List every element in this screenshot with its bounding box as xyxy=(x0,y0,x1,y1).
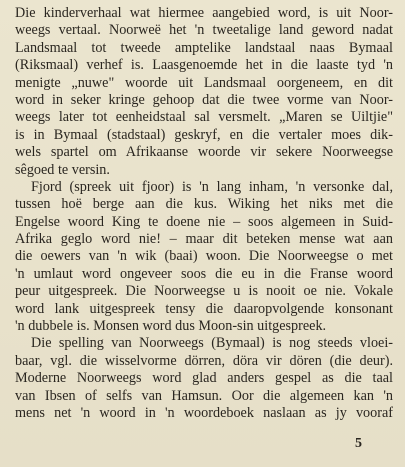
text-line: Afrika geglo word nie! – maar dit beteken mense wat aan xyxy=(15,231,393,248)
text-line: Die spelling van Noorweegs (Bymaal) is nog steeds vloei- xyxy=(31,335,393,352)
text-line: menigte „nuwe" woorde uit Landsmaal oorgeneem, en dit xyxy=(15,74,393,91)
text-line: van Ibsen of selfs van Hamsun. Oor die algemeen kan 'n xyxy=(15,387,393,404)
text-line: Landsmaal tot tweede amptelike landstaal naas Bymaal xyxy=(15,39,393,56)
text-line: Moderne Noorweegs word glad anders gespel as die taal xyxy=(15,370,393,387)
text-line: wels spartel om Afrikaanse woorde vir sekere Noorweegse xyxy=(15,144,393,161)
text-line: peur uitgespreek. Die Noorweegse u is nooit oe nie. Vokale xyxy=(15,283,393,300)
text-line: weegs later tot eenheidstaal sal versmelt. „Maren se Uiltjie" xyxy=(15,109,393,126)
text-line: baar, vgl. die wisselvorme dörren, döra vir dören (die deur). xyxy=(15,352,393,369)
text-line: mens net 'n woord in 'n woordeboek naslaan as jy vooraf xyxy=(15,404,393,421)
text-line: word lank uitgespreek tensy die daaropvolgende konsonant xyxy=(15,300,393,317)
text-line: die oewers van 'n wik (baai) woon. Die Noorweegse o met xyxy=(15,248,393,265)
text-line: weegs vertaal. Noorweë het 'n tweetalige land geword nadat xyxy=(15,22,393,39)
text-line: is in Bymaal (stadstaal) geskryf, en die vertaler moes dik- xyxy=(15,126,393,143)
text-line: 'n umlaut word ongeveer soos die eu in die Franse woord xyxy=(15,265,393,282)
text-line: 'n dubbele is. Monsen word dus Moon-sin uitgespreek. xyxy=(15,318,327,335)
text-line: tussen hoë berge aan die kus. Wiking het niks met die xyxy=(15,196,393,213)
text-line: word in seker kringe gehoop dat die twee vorme van Noor- xyxy=(15,91,393,108)
text-line: Die kinderverhaal wat hiermee aangebied word, is uit Noor- xyxy=(15,5,393,21)
text-line: Fjord (spreek uit fjoor) is 'n lang inham, 'n versonke dal, xyxy=(31,178,393,195)
body-text xyxy=(15,5,393,422)
text-line: (Riksmaal) verhef is. Laasgenoemde het in die laaste tyd 'n xyxy=(15,57,393,74)
page-number: 5 xyxy=(355,436,362,451)
text-line: sêgoed te versin. xyxy=(15,161,110,178)
text-line: Engelse woord King te doene nie – soos algemeen in Suid- xyxy=(15,213,393,230)
